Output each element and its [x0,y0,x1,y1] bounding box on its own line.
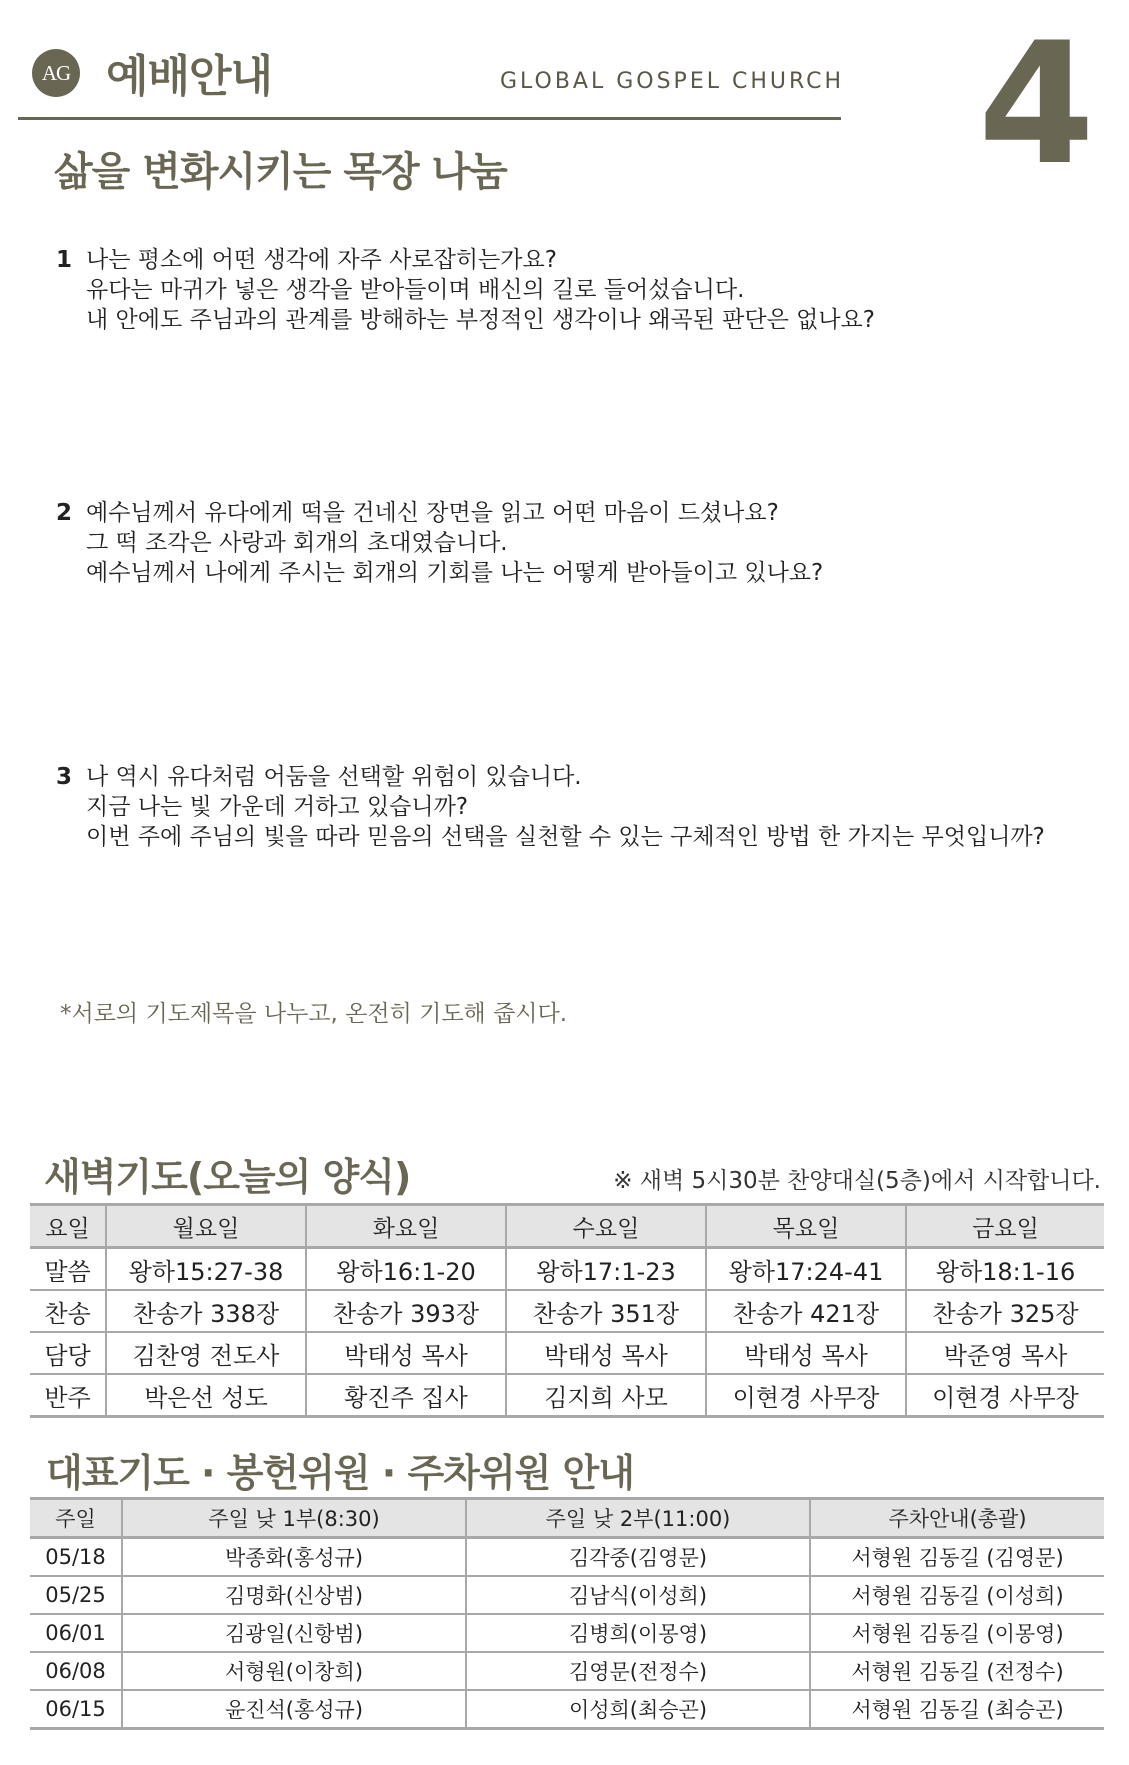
table-cell: 찬송 [30,1290,106,1332]
table-cell: 박은선 성도 [106,1374,306,1417]
page-number: 4 [978,6,1095,202]
table-cell: 김남식(이성희) [466,1576,810,1614]
service-roles-table [30,1497,1104,1730]
table-cell: 이현경 사무장 [706,1374,906,1417]
question-number: 2 [56,500,73,526]
table-row [30,1652,1104,1690]
table-cell: 김찬영 전도사 [106,1332,306,1374]
sharing-subtitle: 삶을 변화시키는 목장 나눔 [54,149,507,195]
header-cell: 주일 낮 2부(11:00) [466,1499,810,1538]
header-cell: 월요일 [106,1205,306,1248]
table-cell: 서형원 김동길 (최승곤) [810,1690,1104,1729]
table-cell: 찬송가 393장 [306,1290,506,1332]
table-cell: 서형원 김동길 (김영문) [810,1538,1104,1577]
prayer-note: *서로의 기도제목을 나누고, 온전히 기도해 줍시다. [60,1001,568,1027]
header-cell: 수요일 [506,1205,706,1248]
table-row [30,1290,1104,1332]
question-line: 그 떡 조각은 사랑과 회개의 초대였습니다. [86,530,508,556]
table-row [30,1576,1104,1614]
table-cell: 서형원 김동길 (이성희) [810,1576,1104,1614]
table-row [30,1538,1104,1577]
question-line: 나 역시 유다처럼 어둠을 선택할 위험이 있습니다. [86,764,582,790]
question-number: 1 [56,247,73,273]
table-cell: 찬송가 338장 [106,1290,306,1332]
table-cell: 왕하17:1-23 [506,1248,706,1291]
table-cell: 김영문(전정수) [466,1652,810,1690]
table-cell: 이성희(최승곤) [466,1690,810,1729]
church-name: GLOBAL GOSPEL CHURCH [500,69,845,94]
dawn-prayer-table [30,1203,1104,1418]
table-cell: 왕하16:1-20 [306,1248,506,1291]
header-cell: 요일 [30,1205,106,1248]
table-cell: 찬송가 325장 [906,1290,1104,1332]
header-cell: 주일 [30,1499,122,1538]
question-line: 유다는 마귀가 넣은 생각을 받아들이며 배신의 길로 들어섰습니다. [86,277,745,303]
table-cell: 서형원 김동길 (이몽영) [810,1614,1104,1652]
table-cell: 김병희(이몽영) [466,1614,810,1652]
table-cell: 06/01 [30,1614,122,1652]
logo-text: AG [41,60,71,85]
table-cell: 이현경 사무장 [906,1374,1104,1417]
header-cell: 목요일 [706,1205,906,1248]
table-cell: 박태성 목사 [506,1332,706,1374]
table-header-row [30,1205,1104,1248]
church-logo [32,49,80,97]
table-cell: 왕하15:27-38 [106,1248,306,1291]
question-2 [56,498,1096,588]
table-cell: 반주 [30,1374,106,1417]
table-cell: 말씀 [30,1248,106,1291]
header-cell: 주일 낮 1부(8:30) [122,1499,466,1538]
question-line: 예수님께서 나에게 주시는 회개의 기회를 나는 어떻게 받아들이고 있나요? [86,560,824,586]
table-cell: 박종화(홍성규) [122,1538,466,1577]
question-3 [56,762,1096,852]
table-cell: 05/18 [30,1538,122,1577]
table-row [30,1332,1104,1374]
question-1 [56,245,1096,335]
table-cell: 윤진석(홍성규) [122,1690,466,1729]
table-cell: 김지희 사모 [506,1374,706,1417]
table-row [30,1614,1104,1652]
question-line: 예수님께서 유다에게 떡을 건네신 장면을 읽고 어떤 마음이 드셨나요? [86,500,779,526]
question-number: 3 [56,764,73,790]
table-cell: 왕하18:1-16 [906,1248,1104,1291]
dawn-prayer-note: ※ 새벽 5시30분 찬양대실(5층)에서 시작합니다. [613,1168,1101,1194]
table-cell: 김각중(김영문) [466,1538,810,1577]
table-cell: 박태성 목사 [706,1332,906,1374]
table-cell: 찬송가 351장 [506,1290,706,1332]
question-line: 지금 나는 빛 가운데 거하고 있습니까? [86,794,469,820]
table-cell: 박태성 목사 [306,1332,506,1374]
table-cell: 황진주 집사 [306,1374,506,1417]
header-cell: 주차안내(총괄) [810,1499,1104,1538]
service-roles-title: 대표기도 · 봉헌위원 · 주차위원 안내 [46,1451,634,1495]
question-line: 내 안에도 주님과의 관계를 방해하는 부정적인 생각이나 왜곡된 판단은 없나요? [86,307,875,333]
table-cell: 담당 [30,1332,106,1374]
table-cell: 서형원 김동길 (전정수) [810,1652,1104,1690]
table-row [30,1248,1104,1291]
dawn-prayer-title: 새벽기도(오늘의 양식) [44,1155,411,1199]
table-row [30,1690,1104,1729]
table-cell: 김명화(신상범) [122,1576,466,1614]
table-cell: 김광일(신항범) [122,1614,466,1652]
header-cell: 금요일 [906,1205,1104,1248]
table-cell: 서형원(이창희) [122,1652,466,1690]
table-cell: 찬송가 421장 [706,1290,906,1332]
table-cell: 05/25 [30,1576,122,1614]
question-line: 나는 평소에 어떤 생각에 자주 사로잡히는가요? [86,247,557,273]
table-cell: 왕하17:24-41 [706,1248,906,1291]
table-cell: 06/15 [30,1690,122,1729]
header-cell: 화요일 [306,1205,506,1248]
table-row [30,1374,1104,1417]
section-title: 예배안내 [106,51,273,102]
table-cell: 06/08 [30,1652,122,1690]
table-header-row [30,1499,1104,1538]
table-cell: 박준영 목사 [906,1332,1104,1374]
question-line: 이번 주에 주님의 빛을 따라 믿음의 선택을 실천할 수 있는 구체적인 방법 한 가지는 무엇입니까? [86,824,1045,850]
header-divider [18,117,841,120]
